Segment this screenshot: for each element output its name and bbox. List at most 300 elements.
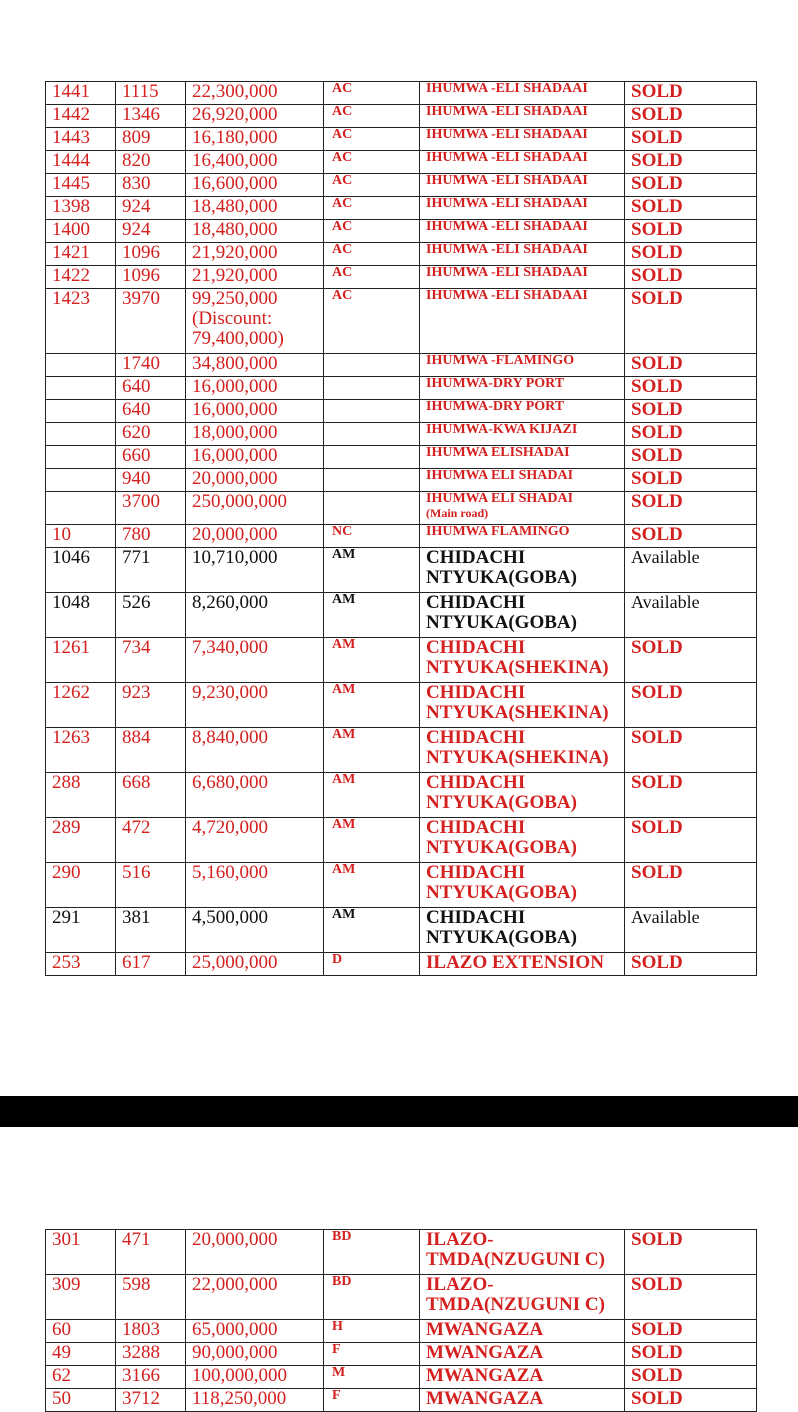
plot-number-cell <box>46 953 116 976</box>
block-text: AC <box>332 265 353 280</box>
status-cell <box>625 469 757 492</box>
table-row <box>46 1320 757 1343</box>
table-row <box>46 728 757 773</box>
area-text: 1115 <box>122 81 159 102</box>
status-cell <box>625 105 757 128</box>
location-text: IHUMWA ELISHADAI <box>426 445 570 460</box>
price-cell <box>186 525 324 548</box>
status-cell <box>625 82 757 105</box>
plot-number-cell <box>46 1389 116 1412</box>
table-row <box>46 243 757 266</box>
status-text: SOLD <box>631 196 683 217</box>
plot-number-text: 1445 <box>52 173 90 194</box>
price-text: 16,000,000 <box>192 445 278 466</box>
status-text: Available <box>631 907 700 927</box>
area-text: 3970 <box>122 288 160 309</box>
price-text: 118,250,000 <box>192 1388 287 1409</box>
block-text: AC <box>332 173 353 188</box>
price-cell <box>186 82 324 105</box>
status-text: SOLD <box>631 81 683 102</box>
location-cell <box>420 105 625 128</box>
location-text: CHIDACHI NTYUKA(GOBA) <box>426 547 577 588</box>
price-text: 20,000,000 <box>192 468 278 489</box>
status-text: SOLD <box>631 772 683 793</box>
status-cell <box>625 1275 757 1320</box>
block-text: F <box>332 1388 341 1403</box>
area-text: 3288 <box>122 1342 160 1363</box>
location-cell <box>420 220 625 243</box>
location-text: IHUMWA -ELI SHADAAI <box>426 242 588 257</box>
price-text: 21,920,000 <box>192 242 278 263</box>
plot-number-cell <box>46 908 116 953</box>
area-text: 472 <box>122 817 151 838</box>
table-row <box>46 197 757 220</box>
area-text: 1096 <box>122 265 160 286</box>
location-text: MWANGAZA <box>426 1319 544 1340</box>
location-text: IHUMWA -ELI SHADAAI <box>426 127 588 142</box>
area-text: 471 <box>122 1229 151 1250</box>
status-text: SOLD <box>631 219 683 240</box>
price-cell <box>186 1343 324 1366</box>
block-cell <box>324 174 420 197</box>
price-text: 4,500,000 <box>192 907 268 928</box>
status-cell <box>625 354 757 377</box>
area-cell <box>116 1366 186 1389</box>
plot-number-cell <box>46 1366 116 1389</box>
location-text: IHUMWA-KWA KIJAZI <box>426 422 578 437</box>
price-text: 10,710,000 <box>192 547 278 568</box>
block-cell <box>324 548 420 593</box>
plots-table-upper <box>45 81 757 976</box>
price-cell <box>186 1275 324 1320</box>
price-cell <box>186 728 324 773</box>
table-row <box>46 773 757 818</box>
price-cell <box>186 492 324 525</box>
plot-number-text: 1398 <box>52 196 90 217</box>
block-text: F <box>332 1342 341 1357</box>
table-row <box>46 1230 757 1275</box>
price-text: 22,300,000 <box>192 81 278 102</box>
block-text: AC <box>332 150 353 165</box>
area-cell <box>116 683 186 728</box>
status-text: SOLD <box>631 376 683 397</box>
area-text: 381 <box>122 907 151 928</box>
block-cell <box>324 818 420 863</box>
area-text: 3700 <box>122 491 160 512</box>
area-text: 780 <box>122 524 151 545</box>
price-cell <box>186 105 324 128</box>
price-text: 26,920,000 <box>192 104 278 125</box>
block-cell <box>324 525 420 548</box>
area-text: 3712 <box>122 1388 160 1409</box>
location-cell <box>420 492 625 525</box>
location-cell <box>420 1343 625 1366</box>
status-text: SOLD <box>631 862 683 883</box>
price-cell <box>186 1320 324 1343</box>
block-cell <box>324 492 420 525</box>
location-text: CHIDACHI NTYUKA(GOBA) <box>426 862 577 903</box>
location-text: MWANGAZA <box>426 1342 544 1363</box>
plot-number-cell <box>46 446 116 469</box>
price-text: 16,180,000 <box>192 127 278 148</box>
area-text: 640 <box>122 399 151 420</box>
table-row <box>46 863 757 908</box>
area-text: 940 <box>122 468 151 489</box>
table-row <box>46 469 757 492</box>
price-text: 8,840,000 <box>192 727 268 748</box>
block-text: AM <box>332 547 356 562</box>
area-cell <box>116 953 186 976</box>
status-cell <box>625 1343 757 1366</box>
plot-number-cell <box>46 105 116 128</box>
block-text: M <box>332 1365 346 1380</box>
section-divider-bar <box>0 1096 798 1127</box>
area-cell <box>116 525 186 548</box>
status-text: SOLD <box>631 288 683 309</box>
price-text: 22,000,000 <box>192 1274 278 1295</box>
status-text: SOLD <box>631 104 683 125</box>
area-cell <box>116 174 186 197</box>
area-text: 1803 <box>122 1319 160 1340</box>
price-text: 16,000,000 <box>192 376 278 397</box>
price-cell <box>186 197 324 220</box>
plot-number-cell <box>46 82 116 105</box>
plot-number-cell <box>46 289 116 354</box>
plot-number-cell <box>46 243 116 266</box>
status-text: SOLD <box>631 353 683 374</box>
block-cell <box>324 243 420 266</box>
area-cell <box>116 1275 186 1320</box>
status-text: SOLD <box>631 422 683 443</box>
plot-number-text: 10 <box>52 524 71 545</box>
price-text: 18,480,000 <box>192 196 278 217</box>
price-text: 16,000,000 <box>192 399 278 420</box>
plot-number-text: 301 <box>52 1229 81 1250</box>
status-cell <box>625 151 757 174</box>
location-cell <box>420 243 625 266</box>
plot-number-cell <box>46 773 116 818</box>
plot-number-text: 1422 <box>52 265 90 286</box>
location-text: ILAZO-TMDA(NZUGUNI C) <box>426 1274 605 1315</box>
location-note: (Main road) <box>426 505 489 520</box>
area-text: 1096 <box>122 242 160 263</box>
price-cell <box>186 683 324 728</box>
plot-number-text: 1444 <box>52 150 90 171</box>
price-cell <box>186 1366 324 1389</box>
block-text: NC <box>332 524 353 539</box>
table-row <box>46 548 757 593</box>
location-text: IHUMWA -ELI SHADAAI <box>426 196 588 211</box>
block-text: AC <box>332 104 353 119</box>
price-text: 20,000,000 <box>192 1229 278 1250</box>
price-cell <box>186 908 324 953</box>
table-row <box>46 174 757 197</box>
status-text: SOLD <box>631 399 683 420</box>
area-text: 617 <box>122 952 151 973</box>
area-cell <box>116 469 186 492</box>
location-cell <box>420 400 625 423</box>
location-cell <box>420 266 625 289</box>
location-text: CHIDACHI NTYUKA(SHEKINA) <box>426 637 609 678</box>
area-cell <box>116 1320 186 1343</box>
area-text: 3166 <box>122 1365 160 1386</box>
plot-number-text: 290 <box>52 862 81 883</box>
area-cell <box>116 818 186 863</box>
block-cell <box>324 1389 420 1412</box>
area-text: 640 <box>122 376 151 397</box>
price-text: 20,000,000 <box>192 524 278 545</box>
block-text: AC <box>332 127 353 142</box>
location-cell <box>420 728 625 773</box>
price-text: 34,800,000 <box>192 353 278 374</box>
area-cell <box>116 151 186 174</box>
plot-number-text: 1046 <box>52 547 90 568</box>
location-text: IHUMWA -ELI SHADAAI <box>426 104 588 119</box>
status-cell <box>625 908 757 953</box>
plot-number-cell <box>46 548 116 593</box>
table-row <box>46 266 757 289</box>
price-cell <box>186 174 324 197</box>
status-text: Available <box>631 547 700 567</box>
table-row <box>46 593 757 638</box>
table-row <box>46 1389 757 1412</box>
area-text: 924 <box>122 196 151 217</box>
plot-number-cell <box>46 266 116 289</box>
area-cell <box>116 289 186 354</box>
area-cell <box>116 1230 186 1275</box>
status-cell <box>625 953 757 976</box>
location-cell <box>420 197 625 220</box>
status-text: SOLD <box>631 1342 683 1363</box>
status-text: SOLD <box>631 468 683 489</box>
table-row <box>46 446 757 469</box>
price-text: 65,000,000 <box>192 1319 278 1340</box>
status-cell <box>625 593 757 638</box>
location-cell <box>420 174 625 197</box>
price-text: 100,000,000 <box>192 1365 287 1386</box>
table-row <box>46 953 757 976</box>
plot-number-cell <box>46 593 116 638</box>
location-cell <box>420 683 625 728</box>
table-row <box>46 908 757 953</box>
area-text: 516 <box>122 862 151 883</box>
location-cell <box>420 151 625 174</box>
price-text: 6,680,000 <box>192 772 268 793</box>
area-cell <box>116 243 186 266</box>
status-cell <box>625 863 757 908</box>
location-text: ILAZO-TMDA(NZUGUNI C) <box>426 1229 605 1270</box>
location-cell <box>420 82 625 105</box>
price-text: 250,000,000 <box>192 491 287 512</box>
price-text: 90,000,000 <box>192 1342 278 1363</box>
plot-number-text: 60 <box>52 1319 71 1340</box>
plot-number-text: 288 <box>52 772 81 793</box>
location-cell <box>420 773 625 818</box>
status-cell <box>625 243 757 266</box>
location-text: MWANGAZA <box>426 1388 544 1409</box>
location-text: IHUMWA -ELI SHADAAI <box>426 173 588 188</box>
price-cell <box>186 151 324 174</box>
area-text: 598 <box>122 1274 151 1295</box>
status-cell <box>625 266 757 289</box>
area-text: 620 <box>122 422 151 443</box>
block-cell <box>324 105 420 128</box>
plot-number-cell <box>46 1320 116 1343</box>
status-text: SOLD <box>631 952 683 973</box>
status-text: SOLD <box>631 127 683 148</box>
block-cell <box>324 197 420 220</box>
block-text: AC <box>332 219 353 234</box>
price-cell <box>186 953 324 976</box>
area-text: 734 <box>122 637 151 658</box>
status-cell <box>625 1230 757 1275</box>
block-text: AC <box>332 81 353 96</box>
area-cell <box>116 728 186 773</box>
status-cell <box>625 1389 757 1412</box>
plot-number-cell <box>46 469 116 492</box>
area-cell <box>116 82 186 105</box>
area-cell <box>116 593 186 638</box>
status-cell <box>625 377 757 400</box>
price-text: 21,920,000 <box>192 265 278 286</box>
area-cell <box>116 446 186 469</box>
location-cell <box>420 289 625 354</box>
price-text: 9,230,000 <box>192 682 268 703</box>
area-text: 884 <box>122 727 151 748</box>
price-cell <box>186 400 324 423</box>
area-cell <box>116 492 186 525</box>
plot-number-text: 1443 <box>52 127 90 148</box>
table-row <box>46 1366 757 1389</box>
price-cell <box>186 1230 324 1275</box>
area-cell <box>116 638 186 683</box>
area-cell <box>116 1343 186 1366</box>
block-text: AC <box>332 288 353 303</box>
block-cell <box>324 1230 420 1275</box>
price-cell <box>186 266 324 289</box>
block-text: H <box>332 1319 343 1334</box>
plot-number-text: 1442 <box>52 104 90 125</box>
block-cell <box>324 1366 420 1389</box>
location-text: CHIDACHI NTYUKA(GOBA) <box>426 772 577 813</box>
block-text: AC <box>332 196 353 211</box>
plot-number-cell <box>46 863 116 908</box>
price-cell <box>186 377 324 400</box>
area-text: 1740 <box>122 353 160 374</box>
location-cell <box>420 863 625 908</box>
block-text: D <box>332 952 343 967</box>
discount-note: (Discount: <box>192 307 273 329</box>
area-text: 526 <box>122 592 151 613</box>
location-text: IHUMWA ELI SHADAI <box>426 491 574 506</box>
area-cell <box>116 220 186 243</box>
block-text: AM <box>332 907 356 922</box>
block-cell <box>324 220 420 243</box>
block-text: AM <box>332 772 356 787</box>
block-cell <box>324 1275 420 1320</box>
plot-number-cell <box>46 151 116 174</box>
status-cell <box>625 548 757 593</box>
status-text: SOLD <box>631 637 683 658</box>
block-cell <box>324 128 420 151</box>
block-cell <box>324 1320 420 1343</box>
block-cell <box>324 423 420 446</box>
area-cell <box>116 266 186 289</box>
block-cell <box>324 1343 420 1366</box>
area-cell <box>116 863 186 908</box>
plot-number-text: 1048 <box>52 592 90 613</box>
status-cell <box>625 423 757 446</box>
block-cell <box>324 773 420 818</box>
table-row <box>46 82 757 105</box>
area-text: 809 <box>122 127 151 148</box>
price-cell <box>186 128 324 151</box>
plot-number-cell <box>46 1343 116 1366</box>
status-cell <box>625 289 757 354</box>
status-text: Available <box>631 592 700 612</box>
area-cell <box>116 423 186 446</box>
block-cell <box>324 863 420 908</box>
plot-number-text: 1441 <box>52 81 90 102</box>
plot-number-text: 1423 <box>52 288 90 309</box>
area-text: 830 <box>122 173 151 194</box>
status-cell <box>625 818 757 863</box>
plot-number-text: 50 <box>52 1388 71 1409</box>
price-cell <box>186 1389 324 1412</box>
block-text: AM <box>332 682 356 697</box>
price-text: 4,720,000 <box>192 817 268 838</box>
area-cell <box>116 548 186 593</box>
plot-number-text: 291 <box>52 907 81 928</box>
status-text: SOLD <box>631 445 683 466</box>
price-cell <box>186 593 324 638</box>
block-cell <box>324 377 420 400</box>
location-text: CHIDACHI NTYUKA(GOBA) <box>426 907 577 948</box>
status-cell <box>625 1366 757 1389</box>
block-cell <box>324 151 420 174</box>
plot-number-cell <box>46 683 116 728</box>
status-cell <box>625 128 757 151</box>
area-text: 668 <box>122 772 151 793</box>
location-text: MWANGAZA <box>426 1365 544 1386</box>
status-text: SOLD <box>631 491 683 512</box>
location-cell <box>420 953 625 976</box>
location-cell <box>420 818 625 863</box>
plot-number-text: 1262 <box>52 682 90 703</box>
price-text: 99,250,000 <box>192 288 278 309</box>
location-cell <box>420 548 625 593</box>
area-cell <box>116 128 186 151</box>
price-text: 25,000,000 <box>192 952 278 973</box>
plot-number-text: 289 <box>52 817 81 838</box>
location-cell <box>420 1389 625 1412</box>
area-cell <box>116 105 186 128</box>
block-text: BD <box>332 1229 352 1244</box>
block-cell <box>324 446 420 469</box>
block-cell <box>324 953 420 976</box>
plot-number-text: 1400 <box>52 219 90 240</box>
block-text: AM <box>332 727 356 742</box>
plot-number-cell <box>46 728 116 773</box>
location-cell <box>420 638 625 683</box>
table-row <box>46 105 757 128</box>
status-cell <box>625 220 757 243</box>
plot-number-cell <box>46 423 116 446</box>
price-cell <box>186 220 324 243</box>
price-text: 8,260,000 <box>192 592 268 613</box>
table-row <box>46 220 757 243</box>
status-cell <box>625 728 757 773</box>
